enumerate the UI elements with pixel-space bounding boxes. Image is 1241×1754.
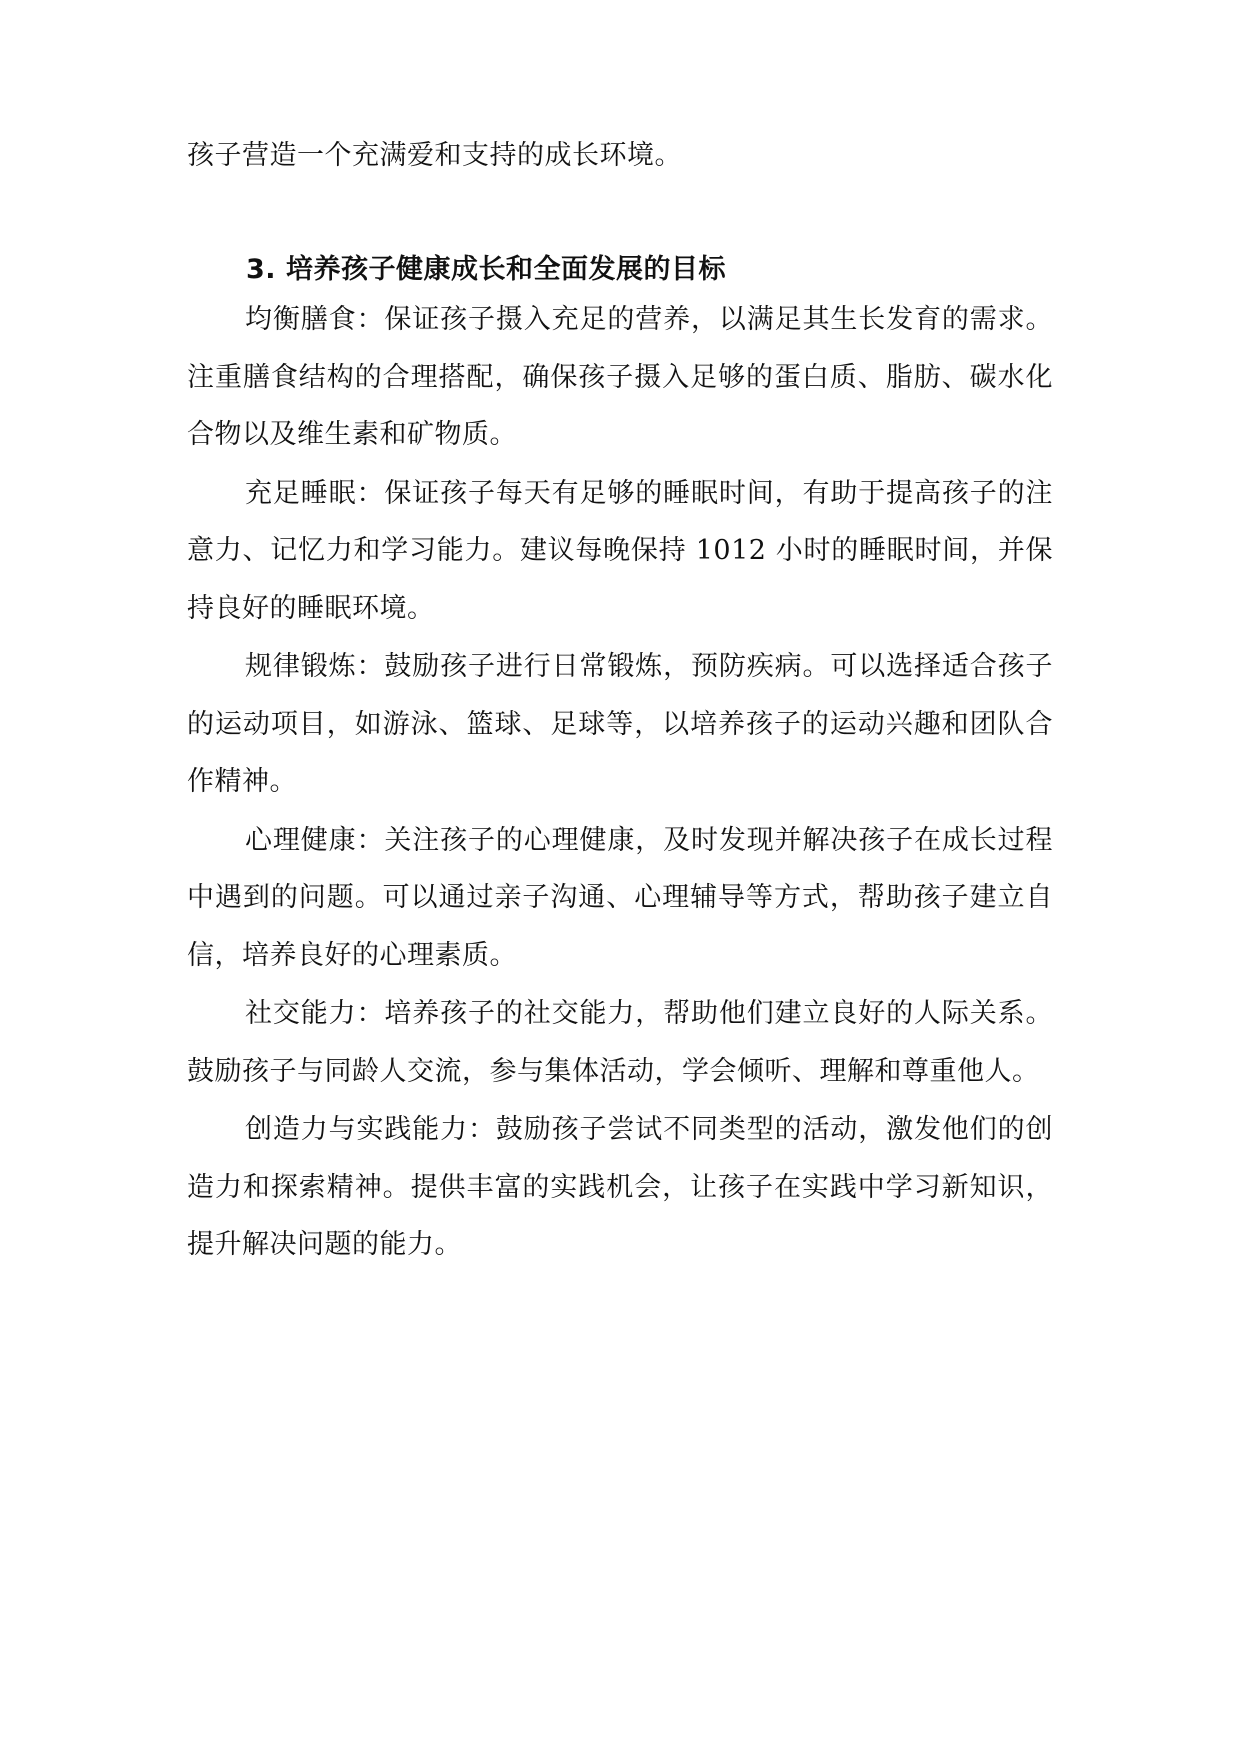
paragraph-regular-exercise: 规律锻炼：鼓励孩子进行日常锻炼，预防疾病。可以选择适合孩子的运动项目，如游泳、篮球、足球等，以培养孩子的运动兴趣和团队合作精神。: [187, 651, 1053, 797]
paragraph-mental-health: 心理健康：关注孩子的心理健康，及时发现并解决孩子在成长过程中遇到的问题。可以通过亲子沟通、心理辅导等方式，帮助孩子建立自信，培养良好的心理素质。: [187, 824, 1053, 971]
paragraph-social-skills: 社交能力：培养孩子的社交能力，帮助他们建立良好的人际关系。鼓励孩子与同龄人交流，参与集体活动，学会倾听、理解和尊重他人。: [187, 998, 1053, 1087]
intro-paragraph-tail: 孩子营造一个充满爱和支持的成长环境。: [187, 140, 682, 171]
paragraph-balanced-diet: 均衡膳食：保证孩子摄入充足的营养，以满足其生长发育的需求。注重膳食结构的合理搭配，确保孩子摄入足够的蛋白质、脂肪、碳水化合物以及维生素和矿物质。: [187, 304, 1053, 450]
section-heading: 3. 培养孩子健康成长和全面发展的目标: [246, 254, 726, 285]
body-text: [187, 291, 1053, 1274]
paragraph-sufficient-sleep: 充足睡眠：保证孩子每天有足够的睡眠时间，有助于提高孩子的注意力、记忆力和学习能力。建议每晚保持 1012 小时的睡眠时间，并保持良好的睡眠环境。: [187, 477, 1053, 624]
paragraph-creativity-practice: 创造力与实践能力：鼓励孩子尝试不同类型的活动，激发他们的创造力和探索精神。提供丰富的实践机会，让孩子在实践中学习新知识，提升解决问题的能力。: [187, 1114, 1053, 1260]
intro-text: [187, 127, 1053, 185]
